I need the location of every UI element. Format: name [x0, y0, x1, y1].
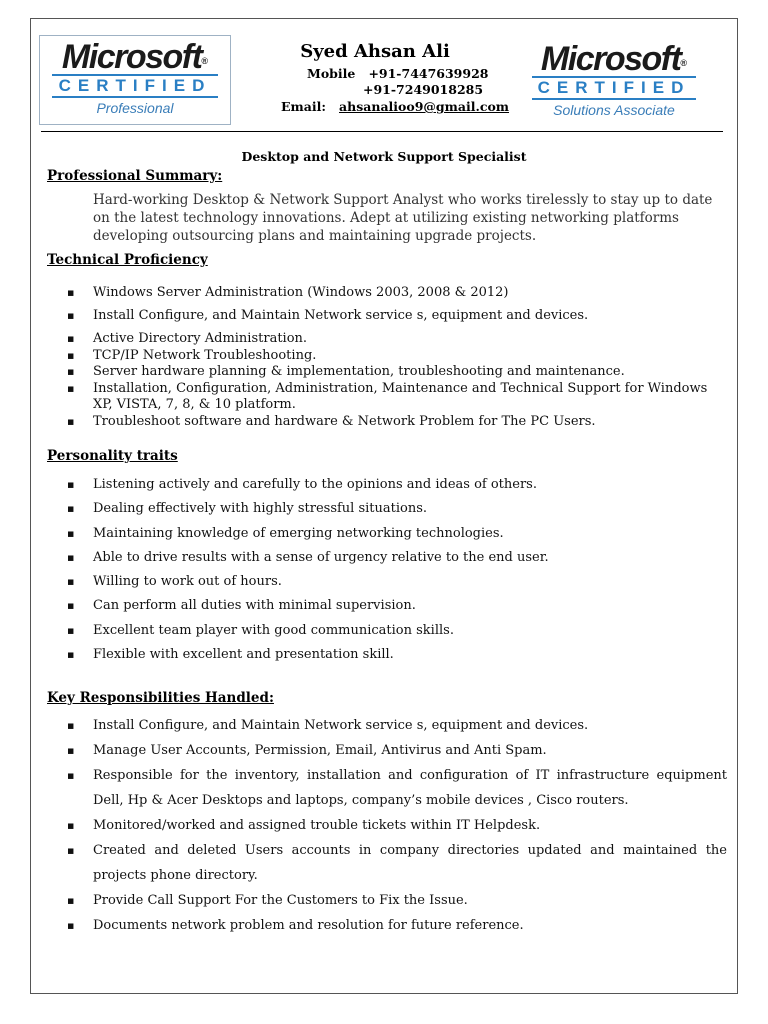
- list-item: ▪ Excellent team player with good communication skills.: [67, 619, 727, 643]
- list-item: ▪ Flexible with excellent and presentation skill.: [67, 643, 727, 667]
- technical-heading: Technical Proficiency: [47, 252, 208, 268]
- list-item: ▪ TCP/IP Network Troubleshooting.: [67, 348, 727, 365]
- list-item: ▪ Troubleshoot software and hardware & Network Problem for The PC Users.: [67, 414, 727, 431]
- list-item: ▪ Documents network problem and resolution for future reference.: [67, 913, 727, 938]
- list-item: ▪ Provide Call Support For the Customers to Fix the Issue.: [67, 888, 727, 913]
- personality-heading: Personality traits: [47, 448, 178, 464]
- list-item: ▪ Responsible for the inventory, installation and configuration of IT infrastructure equipment Dell, Hp & Acer Desktops and laptops, company’s mobile devices , Cisco routers.: [67, 763, 727, 813]
- logo-certified: CERTIFIED: [537, 78, 691, 97]
- mobile-number-2: +91-7249018285: [363, 82, 484, 97]
- technical-list: [67, 285, 727, 430]
- list-item: ▪ Manage User Accounts, Permission, Email, Antivirus and Anti Spam.: [67, 738, 727, 763]
- email-label: Email:: [281, 99, 326, 114]
- contact-header: [231, 41, 519, 62]
- list-item: ▪ Able to drive results with a sense of urgency relative to the end user.: [67, 546, 727, 570]
- list-item: ▪ Listening actively and carefully to the opinions and ideas of others.: [67, 473, 727, 497]
- logo-level: Solutions Associate: [553, 102, 675, 118]
- list-item: ▪ Install Configure, and Maintain Network service s, equipment and devices.: [67, 713, 727, 738]
- list-item: ▪ Created and deleted Users accounts in company directories updated and maintained the projects phone directory.: [67, 838, 727, 888]
- list-item: ▪ Active Directory Administration.: [67, 331, 727, 348]
- job-title: Desktop and Network Support Specialist: [241, 149, 527, 164]
- microsoft-certified-professional-logo: Microsoft® CERTIFIED Professional: [39, 35, 231, 125]
- list-item: ▪ Windows Server Administration (Windows 2003, 2008 & 2012): [67, 285, 727, 302]
- email-link[interactable]: ahsanalioo9@gmail.com: [339, 99, 510, 114]
- list-item: ▪ Installation, Configuration, Administration, Maintenance and Technical Support for Windows XP, VISTA, 7, 8, & 10 platform.: [67, 381, 727, 414]
- responsibilities-list: [67, 713, 727, 938]
- mobile-label: Mobile: [307, 66, 356, 81]
- summary-heading: Professional Summary:: [47, 168, 223, 184]
- list-item: ▪ Dealing effectively with highly stressful situations.: [67, 497, 727, 521]
- logo-level: Professional: [96, 100, 174, 116]
- email-line: [281, 99, 509, 114]
- personality-list: [67, 473, 727, 667]
- list-item: ▪ Maintaining knowledge of emerging networking technologies.: [67, 522, 727, 546]
- list-item: ▪ Install Configure, and Maintain Network service s, equipment and devices.: [67, 308, 727, 325]
- logo-certified: CERTIFIED: [58, 76, 212, 95]
- microsoft-certified-solutions-associate-logo: Microsoft® CERTIFIED Solutions Associate: [519, 35, 709, 125]
- mobile-number-1: +91-7447639928: [368, 66, 489, 81]
- summary-text: Hard-working Desktop & Network Support Analyst who works tirelessly to stay up to date on the latest technology innovations. Adept at utilizing existing networking platforms developing outsourcing plans and maintaining upgrade projects.: [93, 192, 713, 244]
- list-item: ▪ Willing to work out of hours.: [67, 570, 727, 594]
- mobile-line: [307, 66, 488, 81]
- candidate-name: Syed Ahsan Ali: [300, 41, 450, 62]
- list-item: ▪ Can perform all duties with minimal supervision.: [67, 594, 727, 618]
- header-divider: [41, 131, 723, 132]
- logo-brand: Microsoft: [61, 38, 202, 76]
- logo-brand: Microsoft: [540, 40, 681, 78]
- list-item: ▪ Server hardware planning & implementation, troubleshooting and maintenance.: [67, 364, 727, 381]
- responsibilities-heading: Key Responsibilities Handled:: [47, 690, 274, 706]
- resume-page: [30, 18, 738, 994]
- list-item: ▪ Monitored/worked and assigned trouble tickets within IT Helpdesk.: [67, 813, 727, 838]
